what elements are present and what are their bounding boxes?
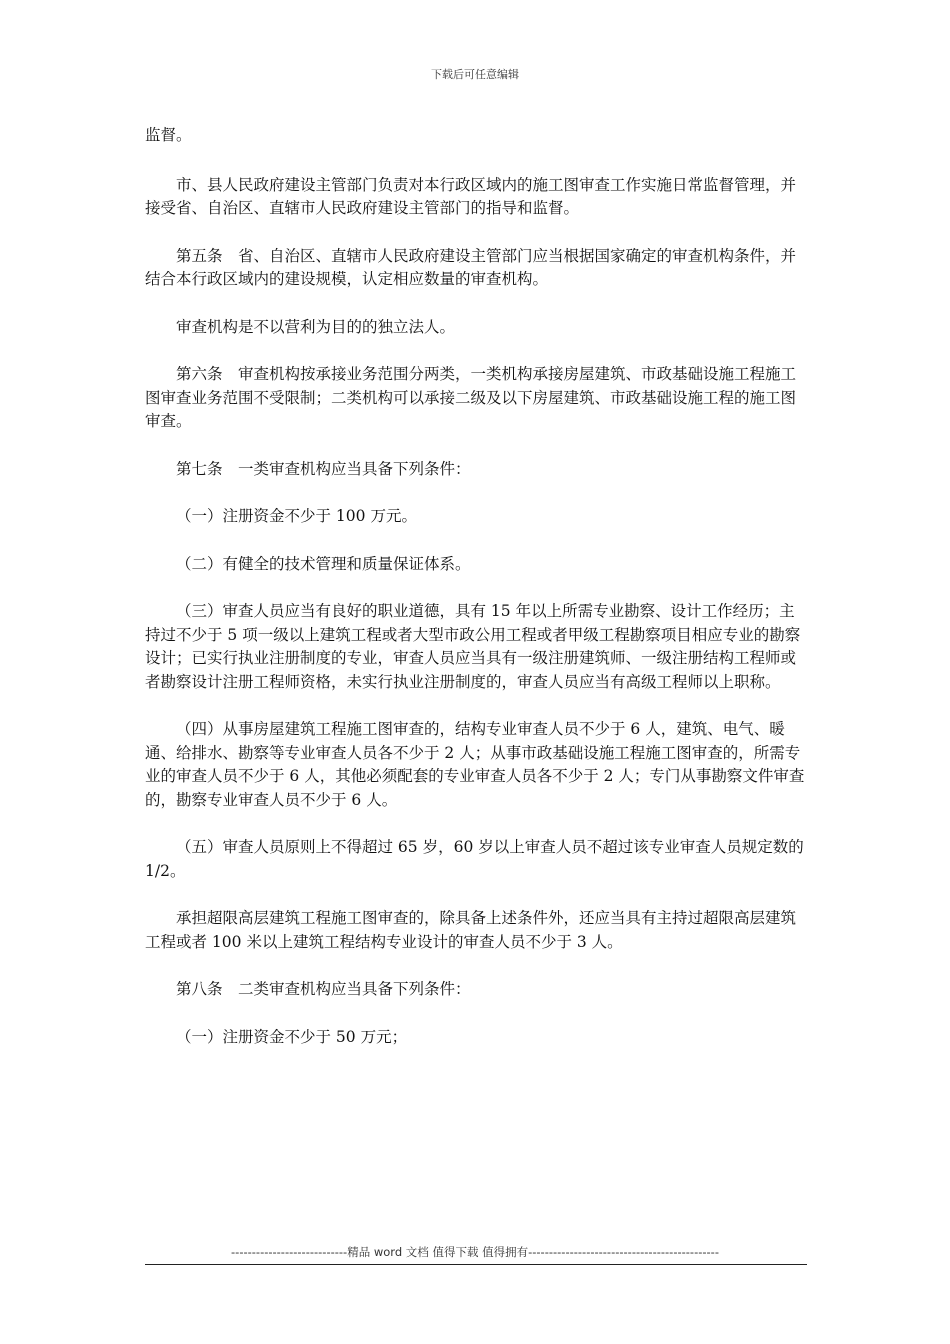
list-item: （三）审查人员应当有良好的职业道德，具有 15 年以上所需专业勘察、设计工作经历；主持过不少于 5 项一级以上建筑工程或者大型市政公用工程或者甲级工程勘察项目相应专业的勘察设计；已实行执业注册制度的专业，审查人员应当具有一级注册建筑师、一级注册结构工程师或者勘察设计注册工程师资格，未实行执业注册制度的，审查人员应当有高级工程师以上职称。 (145, 602, 801, 691)
list-item: （一）注册资金不少于 100 万元。 (176, 507, 417, 525)
article-7: 第七条 一类审查机构应当具备下列条件： (176, 459, 471, 478)
list-item: （一）注册资金不少于 50 万元； (176, 1027, 408, 1046)
footer-divider (145, 1264, 807, 1265)
paragraph: 市、县人民政府建设主管部门负责对本行政区域内的施工图审查工作实施日常监督管理，并接受省、自治区、直辖市人民政府建设主管部门的指导和监督。 (145, 175, 797, 217)
paragraph: 审查机构是不以营利为目的的独立法人。 (176, 317, 456, 336)
document-body (145, 124, 807, 1073)
article-6: 第六条 审查机构按承接业务范围分两类，一类机构承接房屋建筑、市政基础设施工程施工图审查业务范围不受限制；二类机构可以承接二级及以下房屋建筑、市政基础设施工程的施工图审查。 (145, 365, 797, 430)
article-5: 第五条 省、自治区、直辖市人民政府建设主管部门应当根据国家确定的审查机构条件，并结合本行政区域内的建设规模，认定相应数量的审查机构。 (145, 246, 797, 288)
paragraph-continuation: 监督。 (145, 126, 192, 144)
page-footer: ----------------------------精品 word 文档 值得下载 值得拥有---------------------------------------------- (231, 1245, 719, 1259)
article-8: 第八条 二类审查机构应当具备下列条件： (176, 980, 471, 998)
paragraph: 承担超限高层建筑工程施工图审查的，除具备上述条件外，还应当具有主持过超限高层建筑工程或者 100 米以上建筑工程结构专业设计的审查人员不少于 3 人。 (145, 909, 797, 951)
page-header: 下载后可任意编辑 (431, 68, 519, 81)
list-item: （四）从事房屋建筑工程施工图审查的，结构专业审查人员不少于 6 人，建筑、电气、暖通、给排水、勘察等专业审查人员各不少于 2 人；从事市政基础设施工程施工图审查的，所需专业的审查人员不少于 6 人，其他必须配套的专业审查人员各不少于 2 人；专门从事勘察文件审查的，勘察专业审查人员不少于 6 人。 (145, 720, 805, 809)
list-item: （五）审查人员原则上不得超过 65 岁，60 岁以上审查人员不超过该专业审查人员规定数的 1/2。 (145, 838, 804, 880)
list-item: （二）有健全的技术管理和质量保证体系。 (176, 554, 471, 573)
